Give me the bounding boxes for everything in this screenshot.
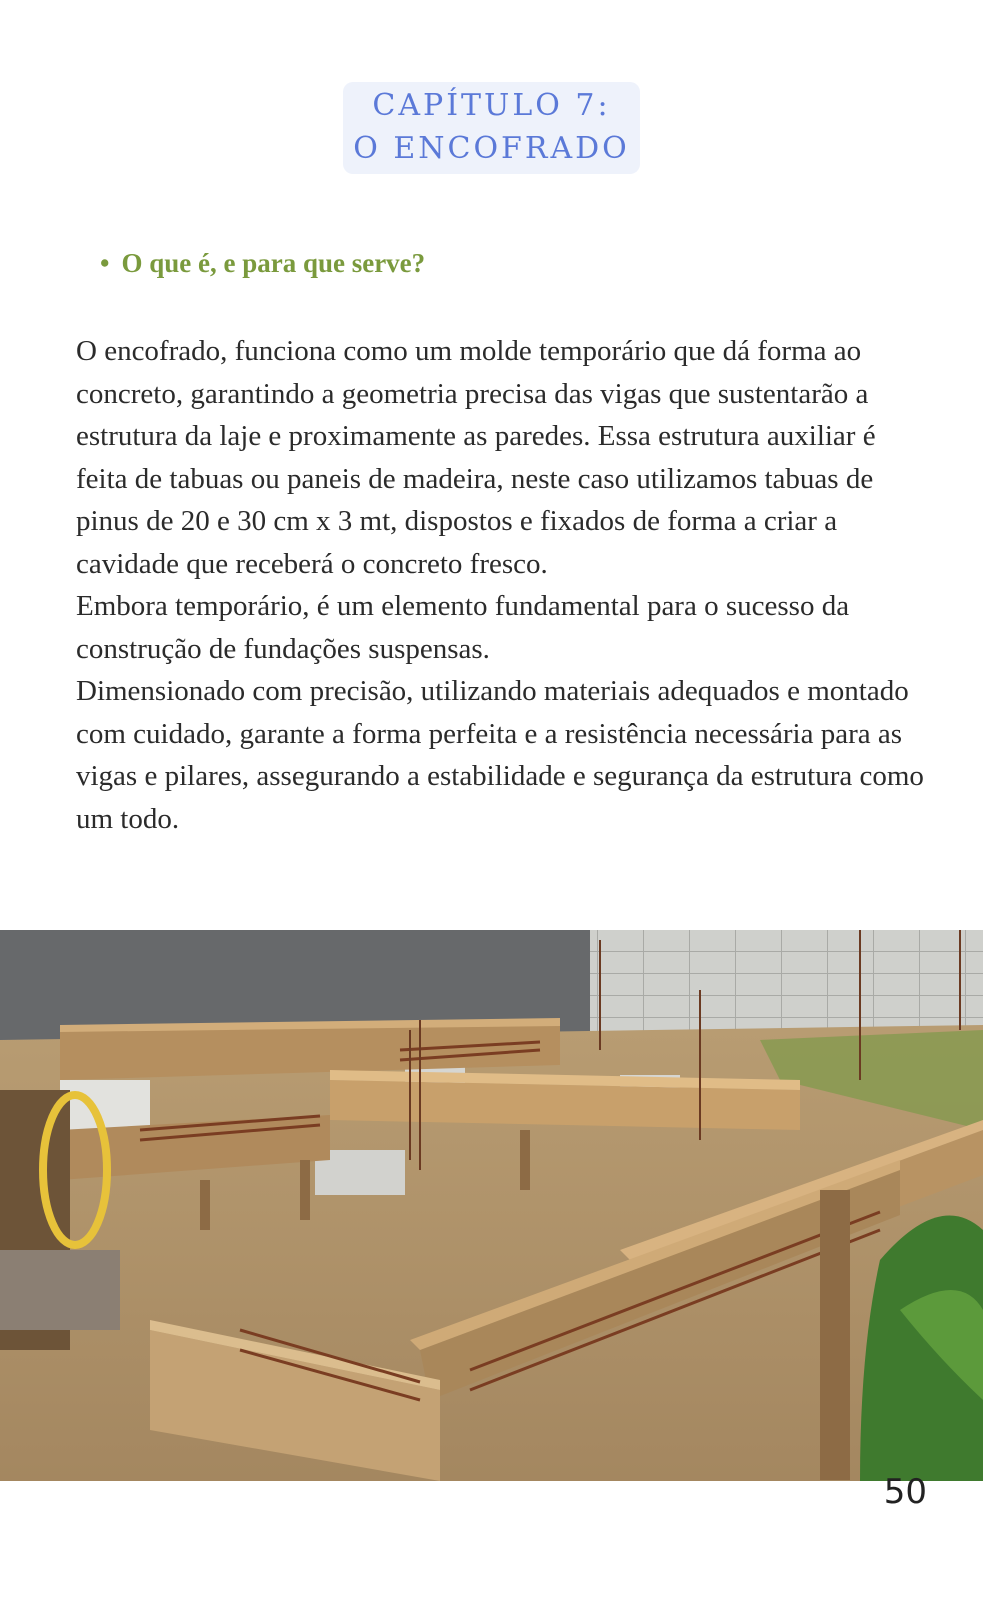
chapter-title [343, 82, 640, 174]
paragraph-2: Embora temporário, é um elemento fundamental para o sucesso da construção de fundações suspensas. [76, 590, 850, 665]
section-subtitle [100, 248, 425, 279]
body-text [76, 330, 926, 840]
chapter-number: CAPÍTULO 7: [372, 88, 611, 123]
paragraph-1: O encofrado, funciona como um molde temporário que dá forma ao concreto, garantindo a geometria precisa das vigas que sustentarão a estrutura da laje e proximamente as paredes. Essa estrutura auxiliar é feita de tabuas ou paneis de madeira, neste caso utilizamos tabuas de pinus de 20 e 30 cm x 3 mt, dispostos e fixados de forma a criar a cavidade que receberá o concreto fresco. [76, 335, 876, 580]
chapter-name: O ENCOFRADO [353, 131, 630, 166]
paragraph-3: Dimensionado com precisão, utilizando materiais adequados e montado com cuidado, garante a forma perfeita e a resistência necessária para as vigas e pilares, assegurando a estabilidade e segurança da estrutura como um todo. [76, 675, 924, 835]
formwork-photo [0, 930, 983, 1481]
subtitle-text: O que é, e para que serve? [121, 248, 426, 278]
page-number: 50 [883, 1472, 927, 1512]
formwork-photo-illustration [0, 930, 983, 1481]
bullet-icon: • [100, 248, 110, 278]
